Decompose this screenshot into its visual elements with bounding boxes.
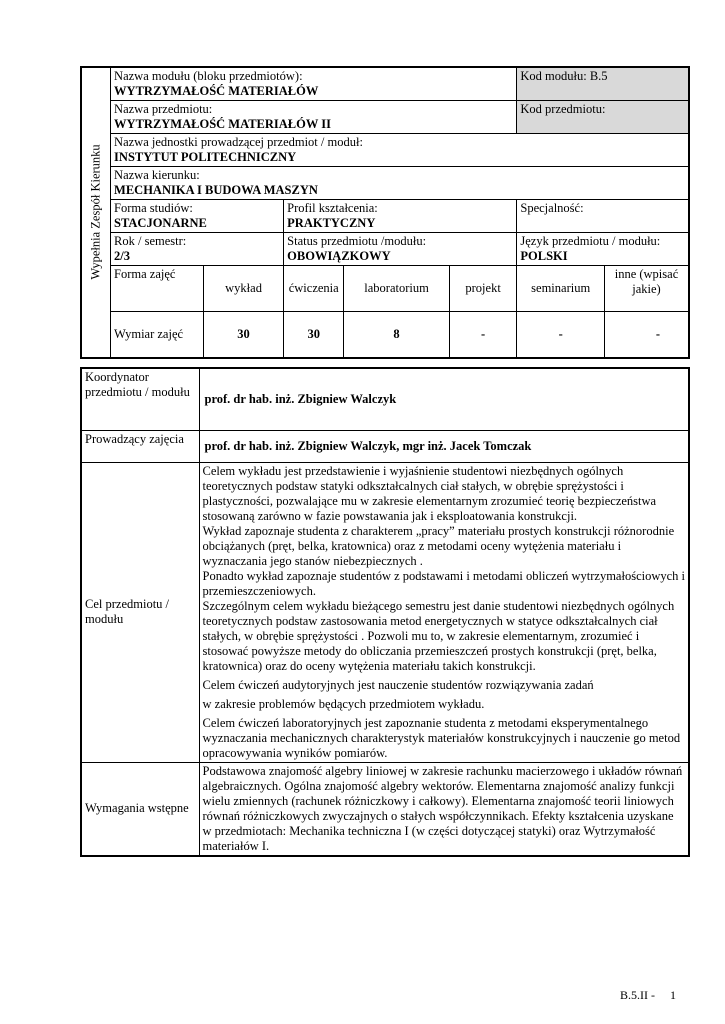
status-value: OBOWIĄZKOWY xyxy=(287,249,391,263)
status-cell xyxy=(284,233,517,266)
specialty-label: Specjalność: xyxy=(520,201,584,215)
form-other: inne (wpisać jakie) xyxy=(604,266,689,312)
hours-label-cell xyxy=(111,312,204,358)
field-value: MECHANIKA I BUDOWA MASZYN xyxy=(114,183,318,197)
year-cell xyxy=(111,233,284,266)
profile-cell xyxy=(284,200,517,233)
page-number: 1 xyxy=(670,988,676,1002)
field-label: Nazwa kierunku: xyxy=(114,168,200,182)
page-footer xyxy=(620,988,676,1003)
study-form-value: STACJONARNE xyxy=(114,216,207,230)
year-label: Rok / semestr: xyxy=(114,234,187,248)
hours-lecture: 30 xyxy=(203,312,283,358)
side-label-cell xyxy=(81,67,111,358)
study-form-cell xyxy=(111,200,284,233)
goal-paragraph-2: Wykład zapoznaje studenta z charakterem „pracy” materiału prostych konstrukcji różnorodnie obciążanych (pręt, belka, kratownica) oraz z metodami oceny wytężenia materiału i wyznaczania jego stanów niebezpiecznych . xyxy=(202,523,675,568)
language-cell xyxy=(517,233,689,266)
unit-value: INSTYTUT POLITECHNICZNY xyxy=(114,150,297,164)
coordinator-value: prof. dr hab. inż. Zbigniew Walczyk xyxy=(199,368,689,430)
unit-cell xyxy=(111,134,689,167)
goal-cell xyxy=(199,462,689,762)
goal-paragraph-1: Celem wykładu jest przedstawienie i wyjaśnienie studentowi niezbędnych ogólnych teoretycznych podstaw statyki odkształcalnych ciał stałych, w obrębie sprężystości i plastyczności, pozwalające mu w zakresie elementarnym zrozumieć teorię bezpieczeństwa stosowaną zarówno w fazie powstawania jak i eksploatowania konstrukcji. xyxy=(202,463,657,523)
teachers-value: prof. dr hab. inż. Zbigniew Walczyk, mgr inż. Jacek Tomczak xyxy=(199,430,689,462)
prereq-label: Wymagania wstępne xyxy=(81,762,199,856)
prereq-value: Podstawowa znajomość algebry liniowej w zakresie rachunku macierzowego i układów równań algebraicznych. Ogólna znajomość algebry wektorów. Elementarna znajomość analizy funkcji wielu zmiennych (rachunek różniczkowy i całkowy). Elementarna znajomość teorii liniowych równań różniczkowych zwyczajnych o stałych współczynnikach. Efekty kształcenia uzyskane w przedmiotach: Mechanika techniczna I (w części dotyczącej statyki) oraz Wytrzymałość materiałów I. xyxy=(199,762,689,856)
goal-paragraph-6: w zakresie problemów będących przedmiotem wykładu. xyxy=(202,696,485,711)
coordinator-label: Koordynator przedmiotu / modułu xyxy=(81,368,199,430)
hours-project: - xyxy=(449,312,517,358)
profile-label: Profil kształcenia: xyxy=(287,201,378,215)
module-code-cell xyxy=(517,67,689,101)
specialty-cell xyxy=(517,200,689,233)
subject-code-label: Kod przedmiotu: xyxy=(520,102,606,116)
module-code-label: Kod modułu: B.5 xyxy=(520,69,608,83)
profile-value: PRAKTYCZNY xyxy=(287,216,376,230)
goal-paragraph-5: Celem ćwiczeń audytoryjnych jest nauczenie studentów rozwiązywania zadań xyxy=(202,677,594,692)
year-value: 2/3 xyxy=(114,249,131,263)
status-label: Status przedmiotu /modułu: xyxy=(287,234,427,248)
teachers-label: Prowadzący zajęcia xyxy=(81,430,199,462)
forms-label-cell xyxy=(111,266,204,312)
hours-other: - xyxy=(604,312,689,358)
module-details-table xyxy=(80,367,690,857)
module-header-table xyxy=(80,66,690,359)
module-name-value: WYTRZYMAŁOŚĆ MATERIAŁÓW xyxy=(114,84,319,98)
field-cell xyxy=(111,167,689,200)
subject-name-cell xyxy=(111,101,517,134)
subject-name-label: Nazwa przedmiotu: xyxy=(114,102,213,116)
hours-label: Wymiar zajęć xyxy=(114,326,184,341)
hours-laboratory: 8 xyxy=(344,312,450,358)
form-seminar: seminarium xyxy=(517,266,605,312)
subject-code-cell xyxy=(517,101,689,134)
goal-label: Cel przedmiotu / modułu xyxy=(81,462,199,762)
form-exercises: ćwiczenia xyxy=(284,266,344,312)
page-ref: B.5.II - xyxy=(620,988,655,1002)
language-value: POLSKI xyxy=(520,249,568,263)
module-name-cell xyxy=(111,67,517,101)
forms-label: Forma zajęć xyxy=(114,267,176,281)
goal-paragraph-7: Celem ćwiczeń laboratoryjnych jest zapoznanie studenta z metodami eksperymentalnego wyznaczania mechanicznych charakterystyk materiałów konstrukcyjnych i nauczenie go metod opracowywania wyników pomiarów. xyxy=(202,715,681,760)
subject-name-value: WYTRZYMAŁOŚĆ MATERIAŁÓW II xyxy=(114,117,331,131)
goal-paragraph-3: Ponadto wykład zapoznaje studentów z podstawami i metodami obliczeń wytrzymałościowych i przemieszczeniowych. xyxy=(202,568,686,598)
goal-paragraph-4: Szczególnym celem wykładu bieżącego semestru jest danie studentowi niezbędnych ogólnych teoretycznych podstaw zastosowania metod energetycznych w statyce odkształcalnych ciał stałych, w obrębie sprężystości . Pozwoli mu to, w zakresie elementarnym, zrozumieć i stosować powyższe metody do obliczania przemieszczeń prostych konstrukcji (pręt, belka, kratownica) oraz do oceny wytężenia materiału takich konstrukcji. xyxy=(202,598,675,673)
module-name-label: Nazwa modułu (bloku przedmiotów): xyxy=(114,69,303,83)
language-label: Język przedmiotu / modułu: xyxy=(520,234,661,248)
hours-exercises: 30 xyxy=(284,312,344,358)
hours-seminar: - xyxy=(517,312,605,358)
study-form-label: Forma studiów: xyxy=(114,201,193,215)
side-label: Wypełnia Zespół Kierunku xyxy=(88,144,103,280)
form-laboratory: laboratorium xyxy=(344,266,450,312)
unit-label: Nazwa jednostki prowadzącej przedmiot / moduł: xyxy=(114,135,363,149)
form-lecture: wykład xyxy=(203,266,283,312)
form-project: projekt xyxy=(449,266,517,312)
